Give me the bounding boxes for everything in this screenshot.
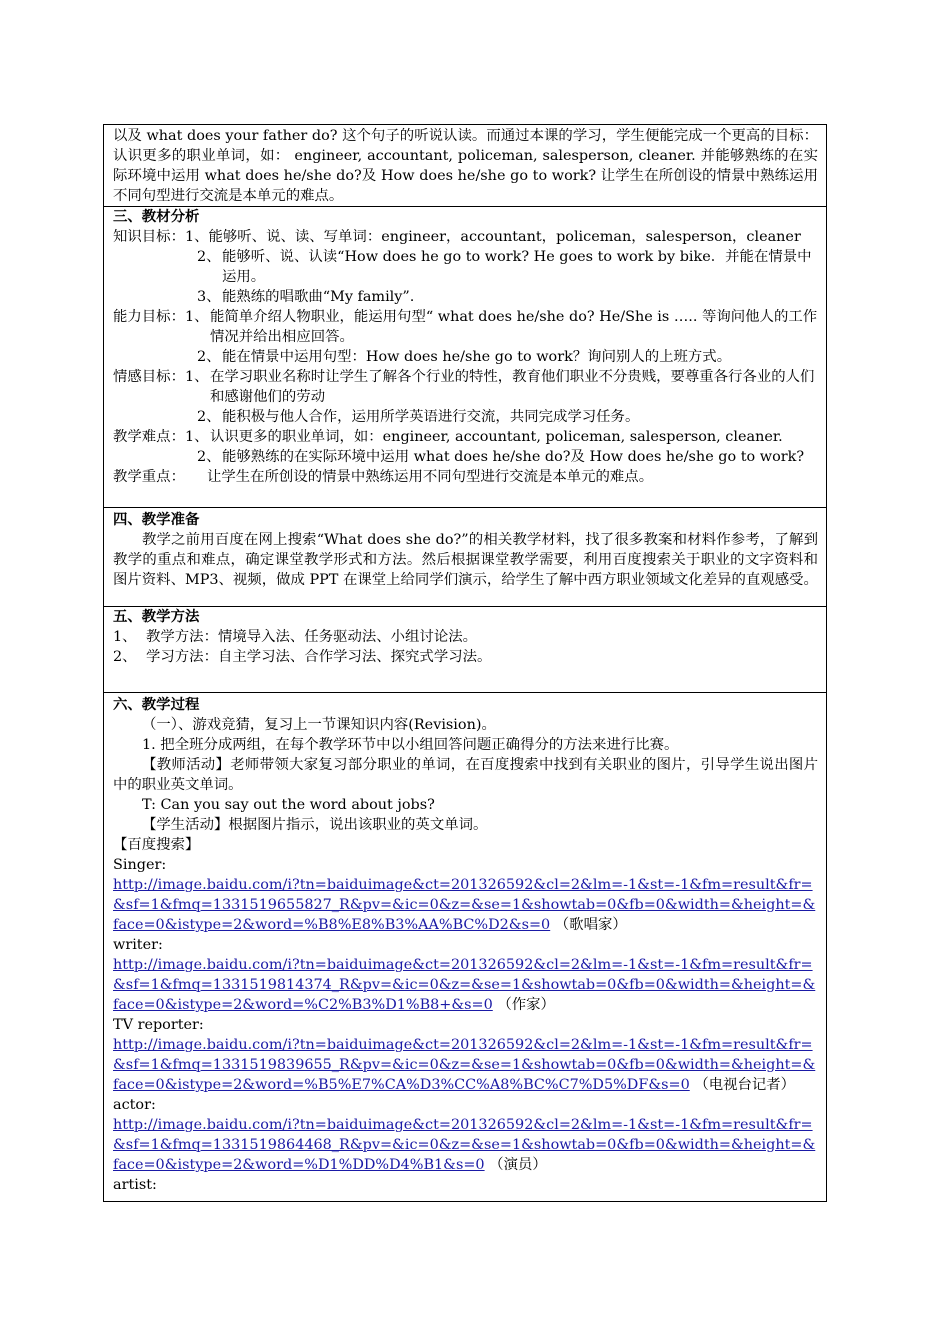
job-link-row (113, 1115, 818, 1175)
knowledge-goal-label: 知识目标： (113, 229, 185, 245)
item-number: 2、 (197, 409, 221, 425)
item-number: 2、 (197, 449, 221, 465)
ability-goal-row (113, 307, 818, 347)
knowledge-goal-2: 能够听、说、认读“How does he go to work? He goes to work by bike．并能在情景中运用。 (222, 249, 812, 285)
step-item: 1. 把全班分成两组，在每个教学环节中以小组回答问题正确得分的方法来进行比赛。 (142, 737, 679, 753)
difficulty-row (113, 447, 818, 467)
difficulty-row (113, 427, 818, 447)
focus-label: 教学重点： (113, 469, 185, 485)
job-link-row (113, 955, 818, 1015)
item-number: 1、 (184, 369, 209, 385)
image-search-link[interactable]: http://image.baidu.com/i?tn=baiduimage&ct=201326592&cl=2&lm=-1&st=-1&fm=result&fr=&sf=1&fmq=1331519655827_R&pv=&ic=0&z=&se=1&showtab=0&fb=0&width=&height=&face=0&istype=2&word=%B8%E8%B3%AA%BC%D2&s=0 (113, 877, 816, 933)
search-label: 【百度搜索】 (113, 837, 200, 853)
section-process (103, 693, 827, 1202)
emotion-goal-label: 情感目标： (113, 369, 185, 385)
teacher-question: T: Can you say out the word about jobs? (142, 797, 435, 813)
knowledge-goal-row (113, 287, 818, 307)
ability-goal-1: 能简单介绍人物职业，能运用句型“ what does he/she do? He/She is ….. 等询问他人的工作情况并给出相应回答。 (209, 309, 818, 345)
section-heading: 四、教学准备 (113, 511, 200, 528)
knowledge-goal-row (113, 227, 818, 247)
difficulty-1: 认识更多的职业单词，如：engineer, accountant, policeman, salesperson, cleaner. (209, 429, 783, 445)
emotion-goal-1: 在学习职业名称时让学生了解各个行业的特性，教育他们职业不分贵贱，要尊重各行各业的人们和感谢他们的劳动 (209, 369, 815, 405)
job-translation: （演员） (489, 1157, 547, 1173)
job-link-row (113, 1035, 818, 1095)
job-link-row (113, 875, 818, 935)
item-number: 2、 (197, 349, 221, 365)
image-search-link[interactable]: http://image.baidu.com/i?tn=baiduimage&ct=201326592&cl=2&lm=-1&st=-1&fm=result&fr=&sf=1&fmq=1331519839655_R&pv=&ic=0&z=&se=1&showtab=0&fb=0&width=&height=&face=0&istype=2&word=%B5%E7%CA%D3%CC%A8%BC%C7%D5%DF&s=0 (113, 1037, 816, 1093)
section-heading: 五、教学方法 (113, 608, 200, 625)
ability-goal-label: 能力目标： (113, 309, 185, 325)
emotion-goal-row (113, 367, 818, 407)
ability-goal-2: 能在情景中运用句型：How does he/she go to work？询问别人的上班方式。 (222, 349, 732, 365)
item-number: 3、 (197, 289, 221, 305)
section-material-analysis (103, 207, 827, 508)
job-translation: （歌唱家） (554, 917, 627, 933)
student-activity: 【学生活动】根据图片指示，说出该职业的英文单词。 (142, 817, 488, 833)
knowledge-goal-1: 1、能够听、说、读、写单词：engineer，accountant，policeman，salesperson，cleaner (184, 229, 801, 245)
item-number: 1、 (113, 629, 137, 645)
item-number: 2、 (197, 249, 221, 265)
job-name: TV reporter: (113, 1017, 204, 1033)
job-name: writer: (113, 937, 163, 953)
emotion-goal-2: 能积极与他人合作，运用所学英语进行交流，共同完成学习任务。 (222, 409, 640, 425)
intro-paragraph: 以及 what does your father do? 这个句子的听说认读。而通过本课的学习，学生便能完成一个更高的目标：认识更多的职业单词，如： engineer, accountant, policeman, salesperson, cleaner. 并能够熟练的在实际环境中运用 what does he/she do?及 How does he/she go to work? 让学生在所创设的情景中熟练运用不同句型进行交流是本单元的难点。 (113, 128, 818, 204)
difficulty-label: 教学难点： (113, 429, 185, 445)
image-search-link[interactable]: http://image.baidu.com/i?tn=baiduimage&ct=201326592&cl=2&lm=-1&st=-1&fm=result&fr=&sf=1&fmq=1331519814374_R&pv=&ic=0&z=&se=1&showtab=0&fb=0&width=&height=&face=0&istype=2&word=%C2%B3%D1%B8+&s=0 (113, 957, 816, 1013)
item-number: 1、 (184, 309, 209, 325)
job-name: actor: (113, 1097, 156, 1113)
method-item (113, 627, 818, 647)
method-item (113, 647, 818, 667)
item-number: 2、 (113, 649, 137, 665)
focus-text: 让学生在所创设的情景中熟练运用不同句型进行交流是本单元的难点。 (206, 469, 654, 485)
knowledge-goal-3: 能熟练的唱歌曲“My family”. (222, 289, 415, 305)
section-preparation (103, 508, 827, 607)
job-translation: （电视台记者） (694, 1077, 796, 1093)
focus-row (113, 467, 818, 487)
method-text: 学习方法：自主学习法、合作学习法、探究式学习法。 (146, 649, 492, 665)
item-number: 1、 (184, 429, 209, 445)
section-heading: 六、教学过程 (113, 696, 200, 713)
knowledge-goal-row (113, 247, 818, 287)
section-heading: 三、教材分析 (113, 208, 200, 225)
step-heading: （一）、游戏竞猜，复习上一节课知识内容(Revision)。 (142, 717, 496, 733)
preparation-text: 教学之前用百度在网上搜索“What does she do?”的相关教学材料，找了很多教案和材料作参考，了解到教学的重点和难点，确定课堂教学形式和方法。然后根据课堂教学需要，利用百度搜索关于职业的文字资料和图片资料、MP3、视频，做成 PPT 在课堂上给同学们演示，给学生了解中西方职业领域文化差异的直观感受。 (113, 532, 818, 588)
teacher-activity: 【教师活动】老师带领大家复习部分职业的单词，在百度搜索中找到有关职业的图片，引导学生说出图片中的职业英文单词。 (113, 757, 818, 793)
method-text: 教学方法：情境导入法、任务驱动法、小组讨论法。 (146, 629, 477, 645)
section-methods (103, 607, 827, 693)
difficulty-2: 能够熟练的在实际环境中运用 what does he/she do?及 How does he/she go to work? (222, 449, 805, 465)
job-name: artist: (113, 1177, 157, 1193)
emotion-goal-row (113, 407, 818, 427)
lesson-plan-table (103, 124, 827, 1202)
image-search-link[interactable]: http://image.baidu.com/i?tn=baiduimage&ct=201326592&cl=2&lm=-1&st=-1&fm=result&fr=&sf=1&fmq=1331519864468_R&pv=&ic=0&z=&se=1&showtab=0&fb=0&width=&height=&face=0&istype=2&word=%D1%DD%D4%B1&s=0 (113, 1117, 816, 1173)
job-translation: （作家） (497, 997, 555, 1013)
ability-goal-row (113, 347, 818, 367)
intro-cell (103, 124, 827, 207)
job-name: Singer: (113, 857, 167, 873)
